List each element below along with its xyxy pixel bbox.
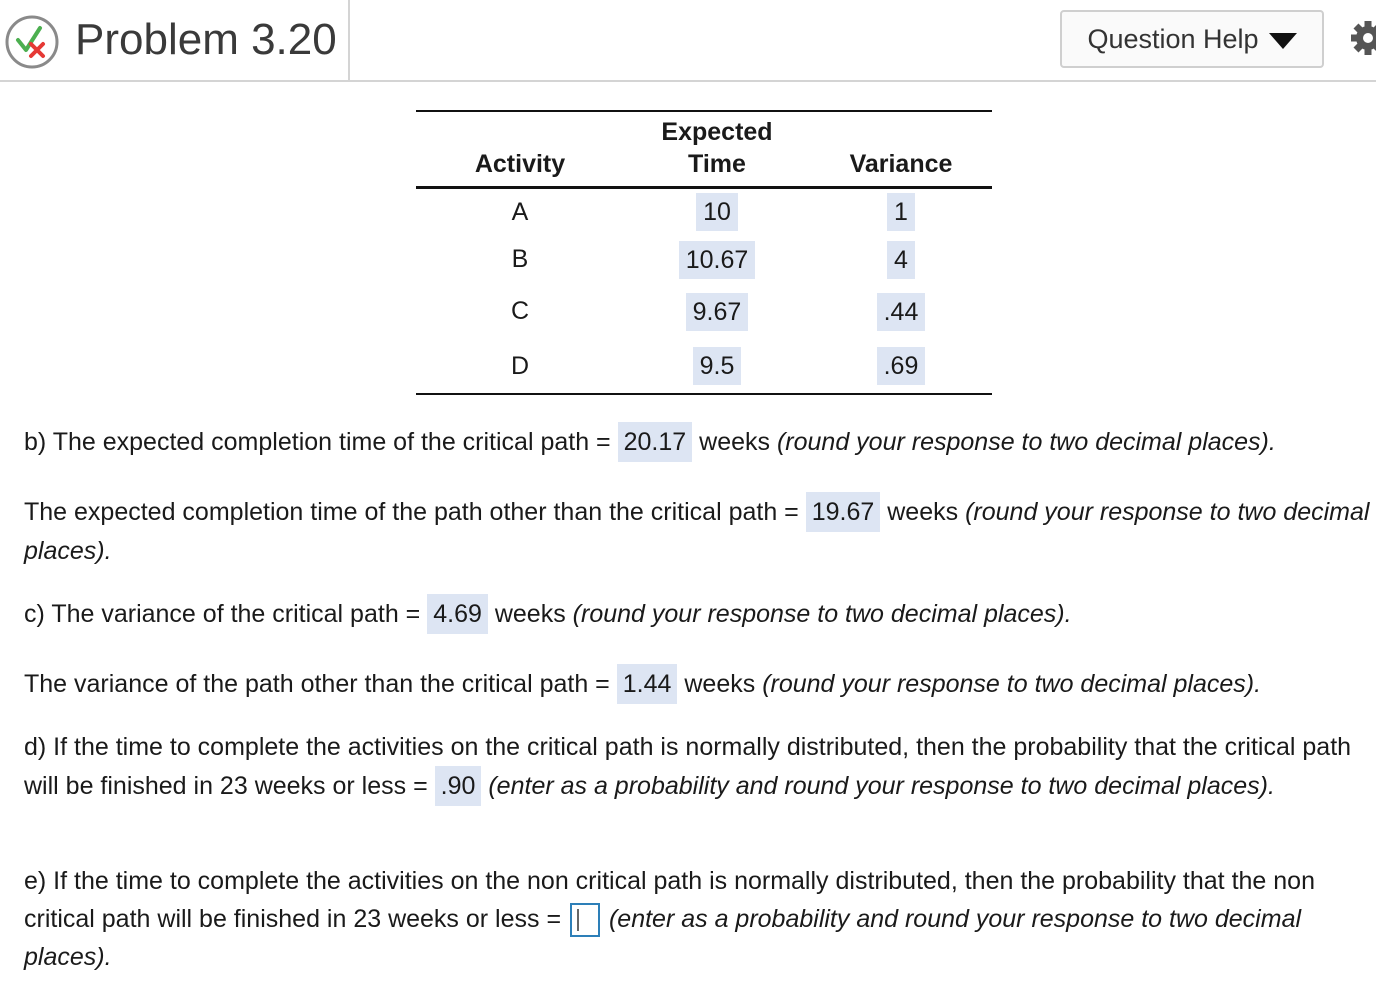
cell-time: 9.67	[624, 284, 810, 340]
answer-critical-time[interactable]: 20.17	[618, 422, 693, 462]
dropdown-triangle-icon	[1269, 33, 1297, 49]
table-header-row	[416, 111, 992, 188]
header-bar	[0, 0, 1376, 82]
col-header-expected-time: Expected Time	[661, 118, 773, 178]
question-help-button[interactable]	[1060, 10, 1324, 68]
question-help-label: Question Help	[1087, 23, 1259, 54]
cell-activity: B	[511, 245, 529, 273]
question-d-probability-critical: d) If the time to complete the activities on the critical path is normally distributed, then the probability that the critical path will be finished in 23 weeks or less = .90 (enter as a probability and round your response to two decimal places).	[24, 728, 1374, 806]
col-header-variance: Variance	[849, 150, 953, 178]
table-row	[416, 340, 992, 394]
partial-correct-icon	[4, 14, 60, 70]
answer-noncritical-variance[interactable]: 1.44	[617, 664, 678, 704]
answer-critical-variance[interactable]: 4.69	[427, 594, 488, 634]
table-row	[416, 188, 992, 236]
cell-variance: .44	[810, 284, 992, 340]
cell-time: 10	[624, 188, 810, 236]
question-c-noncritical-variance: The variance of the path other than the critical path = 1.44 weeks (round your response to two decimal places).	[24, 664, 1374, 704]
cell-variance: .69	[810, 340, 992, 394]
table-row	[416, 284, 992, 340]
answer-probability-critical[interactable]: .90	[435, 766, 482, 806]
question-e-probability-noncritical: e) If the time to complete the activities on the non critical path is normally distributed, then the probability that the non critical path will be finished in 23 weeks or less = (enter as a probability and round your response to two decimal places).	[24, 867, 1315, 971]
cell-time: 10.67	[624, 236, 810, 284]
answer-noncritical-time[interactable]: 19.67	[806, 492, 881, 532]
header-divider	[348, 0, 350, 80]
cell-activity: C	[510, 297, 530, 325]
cell-variance: 1	[810, 188, 992, 236]
cell-time: 9.5	[624, 340, 810, 394]
cell-activity: A	[511, 197, 529, 226]
activity-table	[416, 110, 992, 395]
answer-input-probability-noncritical[interactable]	[570, 903, 600, 937]
gear-icon[interactable]	[1346, 16, 1376, 60]
question-c-critical-variance: c) The variance of the critical path = 4.69 weeks (round your response to two decimal places).	[24, 594, 1374, 634]
page-title: Problem 3.20	[75, 15, 337, 64]
col-header-activity: Activity	[474, 150, 566, 178]
question-b-critical-time: b) The expected completion time of the critical path = 20.17 weeks (round your response to two decimal places).	[24, 422, 1374, 462]
question-b-noncritical-time: The expected completion time of the path other than the critical path = 19.67 weeks (round your response to two decimal places).	[24, 492, 1374, 570]
cell-variance: 4	[810, 236, 992, 284]
table-row	[416, 236, 992, 284]
cell-activity: D	[510, 351, 530, 380]
